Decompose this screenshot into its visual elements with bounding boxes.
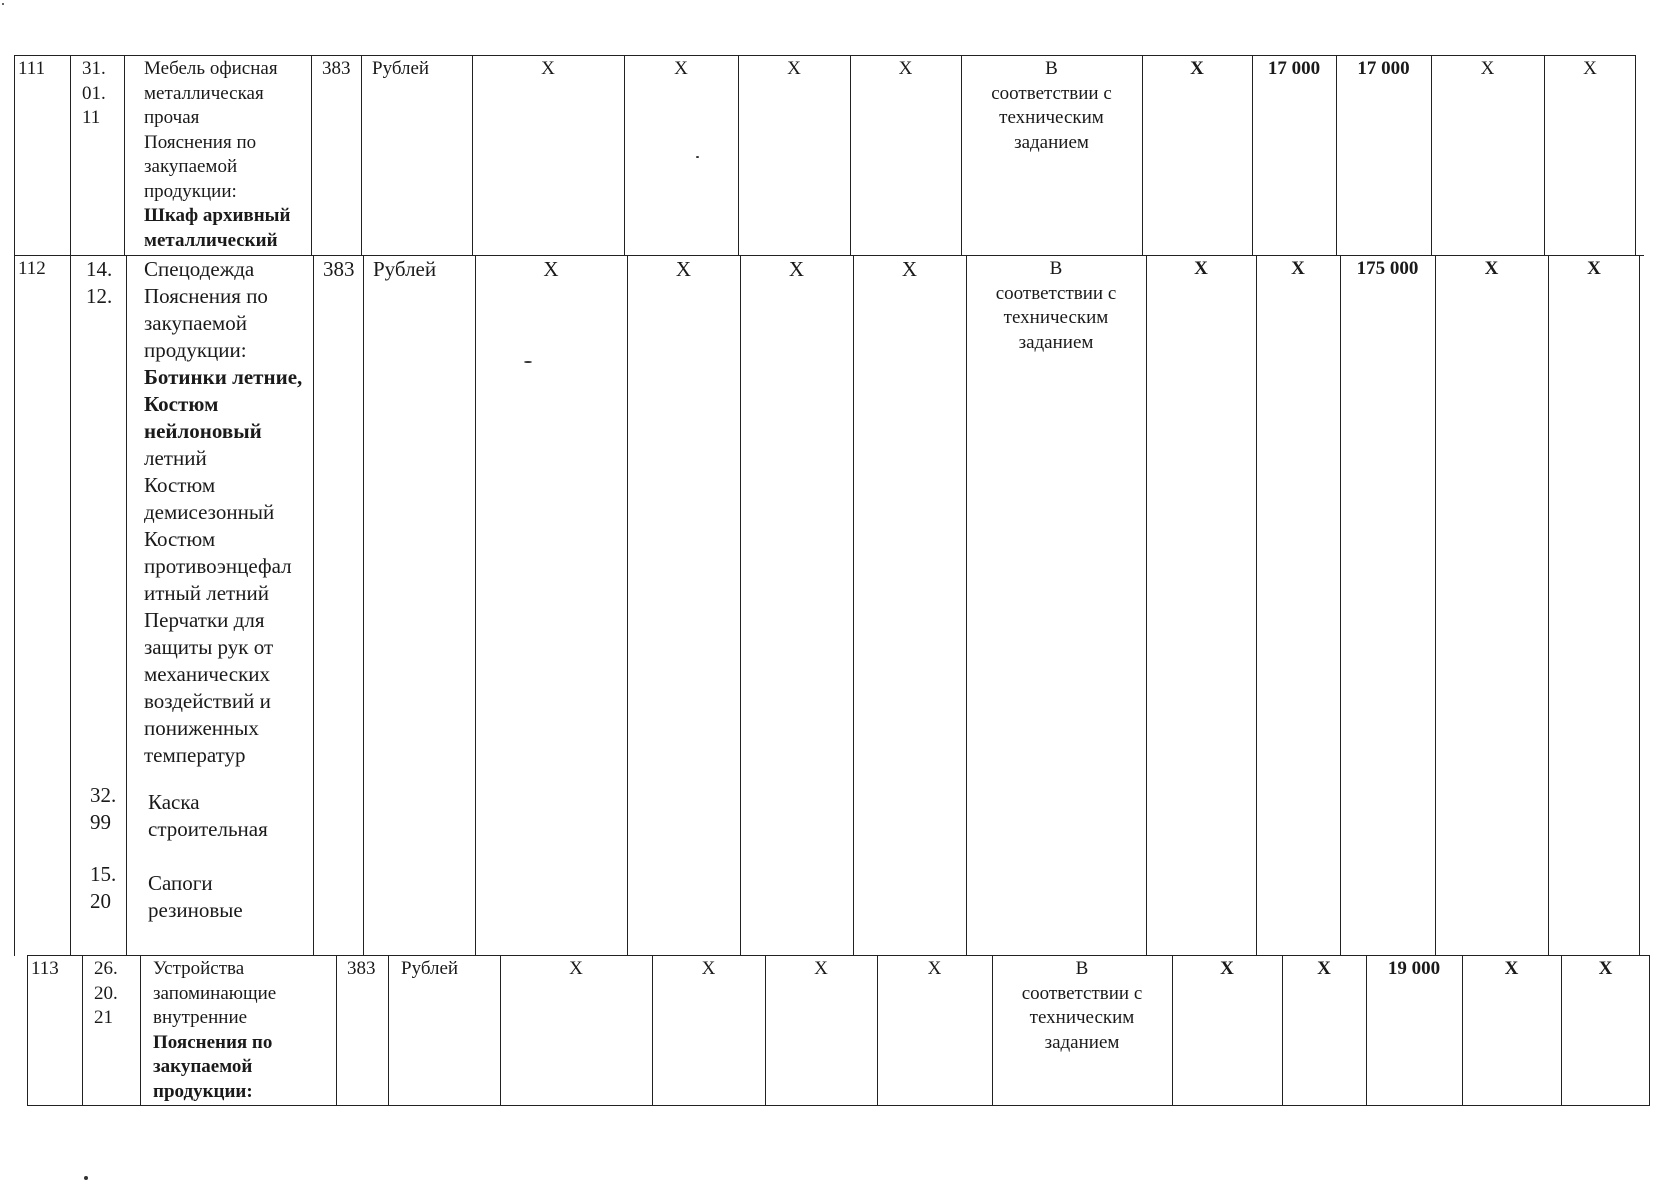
amount-value: 17 000 — [1267, 58, 1321, 79]
product-name-line: внутренние — [153, 1007, 248, 1028]
table-row — [14, 55, 1636, 256]
product-name-line: Костюм — [144, 473, 216, 497]
compliance-line: соответствии с — [995, 282, 1117, 304]
cell-border — [738, 56, 850, 256]
cell-border — [850, 56, 961, 256]
product-name-line: Перчатки для — [144, 608, 265, 632]
product-name-line: механических — [144, 662, 271, 686]
product-name-line: продукции: — [144, 338, 247, 362]
amount-value: 175 000 — [1356, 258, 1419, 279]
product-name-line: закупаемой — [144, 156, 238, 177]
x-mark: X — [1583, 58, 1597, 79]
cell-border — [70, 256, 126, 956]
cell-border — [624, 56, 738, 256]
okpd-code — [82, 57, 106, 131]
product-name — [148, 789, 268, 843]
product-name-line: металлическая — [144, 82, 264, 104]
x-mark: X — [1587, 258, 1601, 279]
compliance-line: техническим — [1029, 1007, 1135, 1028]
x-mark: X — [901, 257, 918, 281]
compliance-line: заданием — [1018, 331, 1094, 353]
okpd-code-line: 20 — [90, 889, 111, 913]
x-mark: X — [701, 958, 716, 979]
x-mark: X — [1190, 58, 1204, 79]
okpd-code-line: 21 — [94, 1007, 113, 1028]
product-name-bold-line: Костюм — [144, 392, 219, 416]
product-name-line: пониженных — [144, 716, 259, 740]
cell-border — [361, 56, 472, 256]
product-name-line: летний — [144, 446, 207, 470]
table-row — [27, 955, 1650, 1106]
product-name-line: продукции: — [144, 180, 237, 202]
compliance-text — [992, 957, 1172, 1055]
product-name-bold-line: продукции: — [153, 1080, 253, 1102]
compliance-line: соответствии с — [1021, 982, 1143, 1004]
x-mark: X — [1598, 958, 1613, 979]
product-name-line: итный летний — [144, 581, 269, 605]
compliance-line: соответствии с — [991, 82, 1112, 104]
product-name-bold-line: Пояснения по — [153, 1031, 273, 1053]
product-name-line: Костюм — [144, 527, 216, 551]
x-mark: X — [1291, 258, 1305, 279]
product-name — [144, 256, 302, 769]
product-name-bold-line: Ботинки летние, — [144, 365, 303, 389]
x-mark: X — [1317, 958, 1331, 979]
product-name-bold-line: Шкаф архивный — [144, 205, 291, 226]
okpd-code-line: 20. — [94, 982, 118, 1004]
product-name-line: Спецодежда — [144, 257, 255, 281]
cell-border — [740, 256, 853, 956]
cell-border — [966, 256, 1146, 956]
x-mark: X — [675, 257, 692, 281]
cell-border — [14, 56, 70, 256]
okpd-code-line: 99 — [90, 810, 111, 834]
product-name-line: демисезонный — [144, 500, 275, 524]
product-name-bold-line: металлический — [144, 229, 278, 251]
cell-border — [1256, 256, 1340, 956]
product-name-line: воздействий и — [144, 689, 271, 713]
compliance-line: В — [1049, 258, 1063, 279]
okpd-code — [94, 957, 118, 1031]
x-mark: X — [543, 257, 559, 281]
product-name — [148, 870, 243, 924]
product-name-line: Пояснения по — [144, 131, 257, 153]
product-name — [153, 957, 276, 1104]
okei-code: 383 — [322, 58, 351, 79]
cell-border — [311, 56, 361, 256]
cell-border — [363, 256, 475, 956]
product-name-line: Устройства — [153, 958, 245, 979]
product-name-line: Пояснения по — [144, 284, 268, 308]
product-name-line: Каска — [148, 790, 200, 814]
cell-border — [313, 256, 363, 956]
x-mark: X — [787, 58, 801, 79]
cell-border — [14, 256, 70, 956]
cell-border — [1548, 256, 1640, 956]
x-mark: X — [541, 58, 555, 79]
product-name-line: закупаемой — [144, 311, 247, 335]
x-mark: X — [814, 958, 828, 979]
product-name-bold-line: нейлоновый — [144, 419, 262, 443]
okpd-code — [86, 256, 112, 310]
product-name-line: прочая — [144, 107, 200, 128]
table-row — [14, 255, 1644, 956]
row-number: 113 — [31, 958, 59, 979]
scan-speck — [84, 1176, 88, 1180]
row-number: 112 — [18, 258, 46, 279]
product-name-line: защиты рук от — [144, 635, 274, 659]
product-name-line: Сапоги — [148, 871, 213, 895]
product-name-line: резиновые — [148, 898, 243, 922]
scan-speck — [696, 156, 699, 158]
x-mark: X — [1194, 258, 1208, 279]
x-mark: X — [1480, 58, 1495, 79]
cell-border — [1544, 56, 1636, 256]
compliance-line: В — [1075, 958, 1089, 979]
okpd-code — [90, 861, 116, 915]
product-name-line: запоминающие — [153, 982, 277, 1004]
okpd-code-line: 01. — [82, 82, 106, 104]
amount-value: 19 000 — [1387, 958, 1441, 979]
product-name — [144, 57, 290, 253]
product-name-bold-line: закупаемой — [153, 1056, 253, 1077]
compliance-line: техническим — [1003, 307, 1109, 328]
product-name-line: строительная — [148, 817, 268, 841]
product-name-line: противоэнцефал — [144, 554, 292, 578]
compliance-line: заданием — [1044, 1031, 1120, 1053]
cell-border — [1431, 56, 1544, 256]
x-mark: X — [1484, 258, 1499, 279]
okpd-code-line: 26. — [94, 958, 118, 979]
amount-value: 17 000 — [1357, 58, 1410, 79]
x-mark: X — [674, 58, 688, 79]
cell-border — [1336, 56, 1431, 256]
product-name-line: температур — [144, 743, 246, 767]
unit-label: Рублей — [372, 58, 430, 79]
okpd-code-line: 32. — [90, 783, 117, 807]
x-mark: X — [927, 958, 942, 979]
okpd-code-line: 31. — [82, 58, 106, 79]
cell-border — [627, 256, 740, 956]
compliance-text — [966, 257, 1146, 355]
cell-border — [853, 256, 966, 956]
okei-code: 383 — [323, 257, 355, 281]
okpd-code — [90, 782, 116, 836]
okpd-code-line: 14. — [86, 257, 113, 281]
compliance-line: В — [1045, 58, 1058, 79]
okpd-code-line: 12. — [86, 284, 113, 308]
row-number: 111 — [18, 58, 46, 79]
x-mark: X — [569, 958, 583, 979]
product-name-line: Мебель офисная — [144, 58, 278, 79]
compliance-text — [961, 57, 1142, 155]
scan-speck — [524, 361, 532, 363]
okpd-code-line: 15. — [90, 862, 117, 886]
compliance-line: заданием — [1014, 131, 1089, 153]
cell-border — [1142, 56, 1252, 256]
table-bottom-border — [27, 1105, 1650, 1106]
unit-label: Рублей — [401, 958, 459, 979]
okei-code: 383 — [347, 958, 376, 979]
cell-border — [1340, 256, 1435, 956]
cell-border — [472, 56, 624, 256]
x-mark: X — [788, 257, 805, 281]
x-mark: X — [898, 58, 913, 79]
cell-border — [1435, 256, 1548, 956]
unit-label: Рублей — [373, 257, 437, 281]
x-mark: X — [1504, 958, 1519, 979]
okpd-code-line: 11 — [82, 107, 101, 128]
scan-speck — [2, 3, 4, 5]
cell-border — [1146, 256, 1256, 956]
cell-border — [1252, 56, 1336, 256]
cell-border — [475, 256, 627, 956]
x-mark: X — [1220, 958, 1234, 979]
compliance-line: техническим — [999, 107, 1104, 128]
